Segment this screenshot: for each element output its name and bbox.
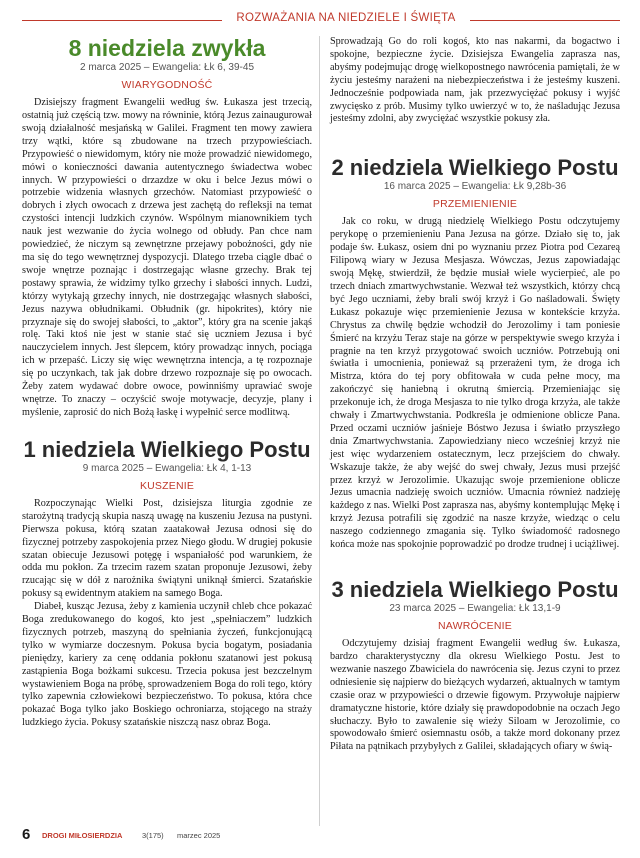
- article-date: 2 marca 2025 – Ewangelia: Łk 6, 39-45: [80, 62, 254, 74]
- paragraph: Odczytujemy dzisiaj fragment Ewangelii według św. Łukasza, bardzo charakterystyczny dla okresu Wielkiego Postu. Jest to wezwanie naszego Zbawiciela do nawrócenia się. Jezus czyni to przez odniesienie się najpierw do bieżących wydarzeń, aktualnych w tamtym czasie oraz w przypowieści o drzewie figowym. Przywołuje najpierw dramatyczne historie, które działy się prawdopodobnie na oczach Jego słuchaczy. Było to zawalenie się wieży Siloam w Jerozolimie, co spowodowało śmierć osiemnastu osób, a także mord dokonany przez Piłata na pątnikach przybyłych z Galilei, składających ofiary w świą-: [330, 638, 620, 753]
- article-date: 23 marca 2025 – Ewangelia: Łk 13,1-9: [389, 603, 561, 615]
- article-title: 8 niedziela zwykła: [68, 35, 266, 61]
- article-date: 16 marca 2025 – Ewangelia: Łk 9,28b-36: [383, 181, 567, 193]
- article-subtitle: PRZEMIENIENIE: [432, 198, 518, 211]
- magazine-name: DROGI MIŁOSIERDZIA: [42, 831, 123, 840]
- article-body: [22, 97, 312, 420]
- article-body: [330, 638, 620, 754]
- article-date: 9 marca 2025 – Ewangelia: Łk 4, 1-13: [82, 462, 252, 474]
- paragraph: Jak co roku, w drugą niedzielę Wielkiego Postu odczytujemy perykopę o przemienieniu Pana Jezusa na górze. Działo się to, jak podaje św. Łukasz, osiem dni po wyznaniu przez Piotra pod Cezareą Filipową wiary w Jezusa Mesjasza. Wówczas, Jezus zapowiadając swoją Mękę, stwierdził, że będzie musiał wiele wycierpieć, ale po trzech dniach zmartwychwstanie. Wezwał też wszystkich, którzy chcą być Jego uczniami, żeby brali swój krzyż i Go naśladowali. Święty Łukasz pokazuje więc przemienienie Jezusa w kontekście krzyża. Chrystus za chwilę będzie wchodził do Jerozolimy i tam poniesie Śmierć na krzyżu Teraz staje na górze w perspektywie swego krzyża i pragnie na ten krzyż przygotować swoich uczniów. Potrzebują oni światła i umocnienia, ponieważ są przerażeni tym, że droga ich Mistrza, która do tej pory obfitowała w cuda pełne mocy, ma zakończyć się haniebną i okrutną śmiercią. Przemieniając się przekonuje ich, że droga Mesjasza to nie tylko droga krzyża, ale także chwały i Zmartwychwstania. Podkreśla je odmienione oblicze Pana. Przed oczami uczniów jaśnieje Bóstwo Jezusa i światło przyszłego dnia Zmartwychwstania. Zapowiedziany nieco wcześniej krzyż nie jest więc wydarzeniem ostatecznym, lecz przejściem do chwały. Wskazuje także, że aby wejść do swej chwały, Jezus musi przejść przez krzyż w Jerozolimie. Ukazując swoje przemienione oblicze Jezus umacnia nadzieję swoich uczniów. Umacnia również nadzieję każdego z nas. Wielki Post zaprasza nas, abyśmy kontemplując Mękę i krzyż Jezusa potrafili się zgodzić na nasze krzyże, wiedząc o celu naszego codziennego zmagania się. Tylko świadomość radosnego końca może nas spokojnie poprowadzić po drodze trudnej i uciążliwej.: [330, 216, 620, 551]
- article-subtitle: KUSZENIE: [139, 479, 195, 492]
- article-continuation: [330, 36, 620, 126]
- article-title: 2 niedziela Wielkiego Postu: [331, 155, 619, 181]
- page-footer: [22, 826, 622, 846]
- page-number: 6: [22, 826, 31, 843]
- header-rule-right: [470, 20, 620, 21]
- column-divider: [319, 36, 320, 826]
- issue-date: marzec 2025: [177, 831, 221, 840]
- header-rule-left: [22, 20, 222, 21]
- article-body: [22, 498, 312, 730]
- paragraph: Diabeł, kusząc Jezusa, żeby z kamienia uczynił chleb chce pokazać Boga zredukowanego do kogoś, kto jest „spełniaczem” ludzkich fizycznych potrzeb, maszyną do spełniania życzeń, funkcjonującą tylko w wymiarze doczesnym. Pokusa bycia bogatym, posiadania pieniędzy, kariery za cenę oddania pokłonu szatanowi jest pokusą zastąpienia Boga bożkami sukcesu. Trzecia pokusa jest bezczelnym wystawieniem Boga na próbę, sprowadzeniem Boga do roli tego, który tylko zapewnia człowiekowi bezpieczeństwo. To pokusa, która chce pokazać Boga tylko jako Boskiego ochroniarza, stojącego na straży ludzkiego życia. Pokusy szatańskie niszczą nasz obraz Boga.: [22, 601, 312, 729]
- article-3-niedziela-postu: [330, 578, 620, 754]
- article-subtitle: WIARYGODNOŚĆ: [121, 79, 213, 92]
- article-8-niedziela: [22, 36, 312, 420]
- article-body: [330, 216, 620, 552]
- paragraph: Rozpoczynając Wielki Post, dzisiejsza liturgia zgodnie ze starożytną tradycją skupia naszą uwagę na kuszeniu Jezusa na pustyni. Pierwsza pokusa, którą szatan zaatakował Jezusa odnosi się do fizycznej potrzeby zaspokojenia przez Niego głodu. W drugiej pokusie szatan obiecuje Jezusowi potęgę i wspaniałość pod warunkiem, że odda mu pokłon. Za trzecim razem szatan proponuje Jezusowi, żeby rzucając się w dół z narożnika świątyni uniknął śmierci. Szatańskie pokusy są ewidentnym atakiem na samego Boga.: [22, 497, 312, 600]
- paragraph: Dzisiejszy fragment Ewangelii według św. Łukasza jest trzecią, ostatnią już częścią tzw. mowy na równinie, którą Jezus zainaugurował swoją działalność mesjańską w Galilei. Fragment ten mowy zawiera trzy wątki, które są zbudowane na trzech przypowieściach. Przypowieść o niewidomym, który nie może prowadzić niewidomego, mówi o konieczności dawania autentycznego świadectwa wobec innych. W przypowieści o drzazdze w oku i belce Jezus mówi o potrzebie widzenia własnych grzechów. Natomiast przypowieść o dobrych i złych owocach z drzewa jest zachętą do refleksji na temat czystości intencji ludzkich czynów. Wspólnym mianownikiem tych nauk jest wezwanie do życia wolnego od obłudy. Pan chce nam powiedzieć, że niczym są zewnętrzne przejawy pobożności, gdy nie ma się do tego wewnętrznej dyspozycji. Dlatego trzeba ciągle dbać o swoje wnętrze poznając i dostrzegając własne grzechy. Brak tej postawy sprawia, że widzimy tylko grzechy i słabości innych. Ludzi, którzy wytykają grzechy innych, nie dostrzegając własnych słabości, Jezus nazywa obłudnikami. Obłudnik (gr. hipokrites), który nie przyznaje się do swojej słabości, to „aktor”, który gra na scenie jakąś rolę. Taki ktoś nie jest w stanie stać się uczniem Jezusa i być nauczycielem innych. Jest ślepcem, który prowadząc innych, pociąga ich w przepaść. Liczy się więc wewnętrzna intencja, a tę rozpoznaje się po uczynkach, tak jak dobre drzewo rozpoznaje się po owocach. Żeby zatem wydawać dobre owoce, powinniśmy uprawiać swoje wnętrze. To znaczy – oczyścić swoje motywacje, decyzje, plany i myślenie, zaprosić do nich Bożą łaskę i wypełnić serce modlitwą.: [22, 97, 312, 418]
- article-1-niedziela-postu: [22, 438, 312, 730]
- article-subtitle: NAWRÓCENIE: [438, 620, 512, 633]
- article-title: 1 niedziela Wielkiego Postu: [23, 436, 311, 462]
- issue-number: 3(175): [142, 831, 164, 840]
- right-column: [330, 36, 620, 754]
- section-header: ROZWAŻANIA NA NIEDZIELE I ŚWIĘTA: [236, 12, 456, 24]
- paragraph-continued: Sprowadzają Go do roli kogoś, kto nas nakarmi, da bogactwo i spokojne, bezpieczne życie. Dzisiejsza Ewangelia zaprasza nas, abyśmy podejmując drogę wielkopostnego nawrócenia pamiętali, że w życiu jesteśmy narażeni na niebezpieczeństwa i że jesteśmy kuszeni. Jednocześnie podpowiada nam, jak przezwyciężać pokusy i wyjść zwycięsko z prób. Musimy tylko uwierzyć w to, że naśladując Jezusa jesteśmy zdolni, aby zwyciężać wszystkie pokusy zła.: [330, 36, 620, 125]
- article-title: 3 niedziela Wielkiego Postu: [331, 577, 619, 602]
- article-2-niedziela-postu: [330, 156, 620, 552]
- left-column: [22, 36, 312, 730]
